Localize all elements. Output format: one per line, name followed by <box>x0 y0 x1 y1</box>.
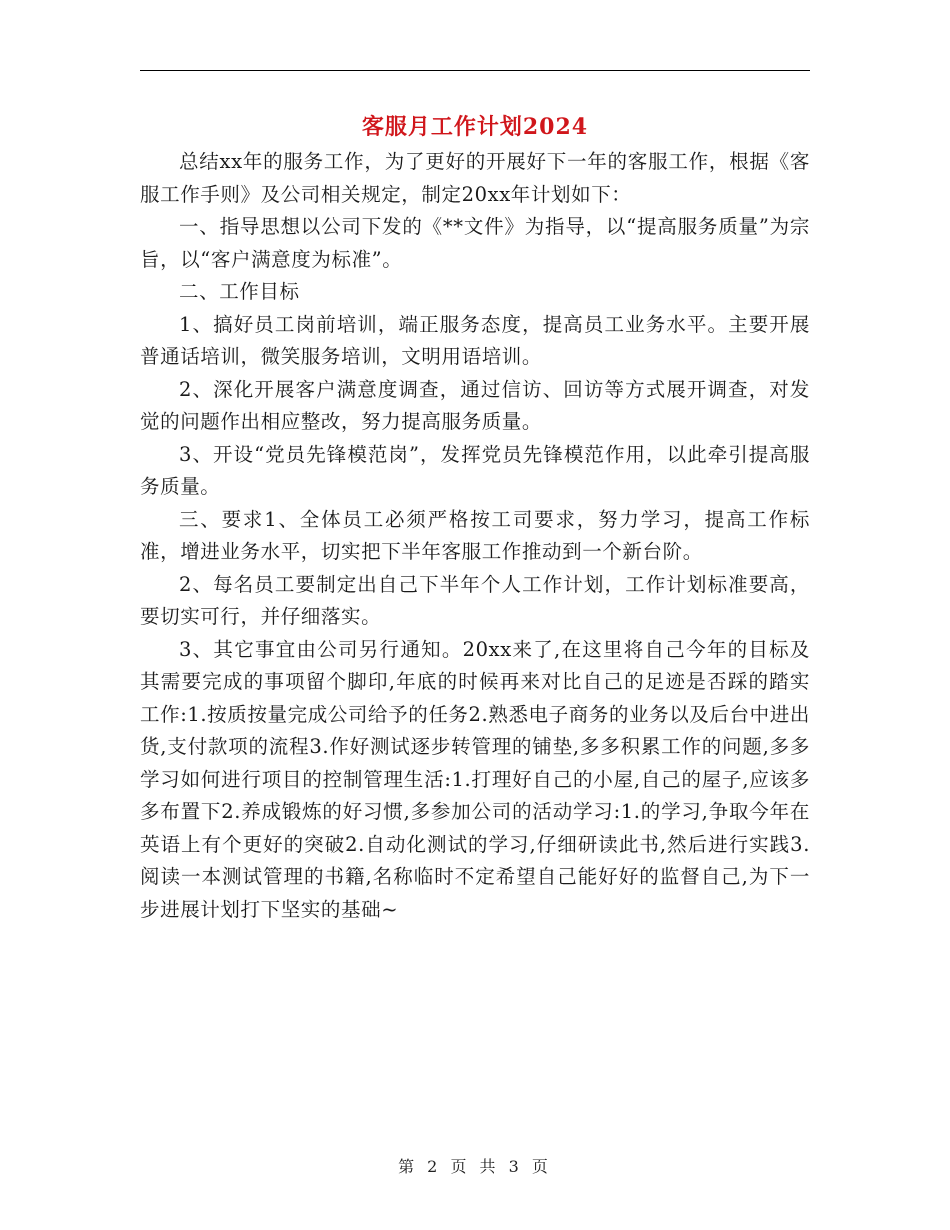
page-number-footer: 第 2 页 共 3 页 <box>398 1157 552 1176</box>
paragraph-intro: 总结xx年的服务工作，为了更好的开展好下一年的客服工作，根据《客服工作手则》及公司相关规定，制定20xx年计划如下： <box>140 150 810 206</box>
paragraph-goal-3: 3、开设“党员先锋模范岗”，发挥党员先锋模范作用，以此牵引提高服务质量。 <box>140 442 810 498</box>
paragraph-requirement-2: 2、每名员工要制定出自己下半年个人工作计划，工作计划标准要高，要切实可行，并仔细落实。 <box>140 572 810 628</box>
document-body <box>140 146 810 926</box>
paragraph-requirement-1: 三、要求1、全体员工必须严格按工司要求，努力学习，提高工作标准，增进业务水平，切实把下半年客服工作推动到一个新台阶。 <box>140 507 810 563</box>
paragraph-guiding-idea: 一、指导思想以公司下发的《**文件》为指导，以“提高服务质量”为宗旨，以“客户满意度为标准”。 <box>140 215 810 271</box>
paragraph-goal-2: 2、深化开展客户满意度调查，通过信访、回访等方式展开调查，对发觉的问题作出相应整改，努力提高服务质量。 <box>140 377 810 433</box>
paragraph-requirement-3: 3、其它事宜由公司另行通知。20xx来了,在这里将自己今年的目标及其需要完成的事项留个脚印,年底的时候再来对比自己的足迹是否踩的踏实工作:1.按质按量完成公司给予的任务2.熟悉电子商务的业务以及后台中进出货,支付款项的流程3.作好测试逐步转管理的铺垫,多多积累工作的问题,多多学习如何进行项目的控制管理生活:1.打理好自己的小屋,自己的屋子,应该多多布置下2.养成锻炼的好习惯,多参加公司的活动学习:1.的学习,争取今年在英语上有个更好的突破2.自动化测试的学习,仔细研读此书,然后进行实践3.阅读一本测试管理的书籍,名称临时不定希望自己能好好的监督自己,为下一步进展计划打下坚实的基础~ <box>140 637 811 921</box>
paragraph-goal-1: 1、搞好员工岗前培训，端正服务态度，提高员工业务水平。主要开展普通话培训，微笑服务培训，文明用语培训。 <box>140 312 810 368</box>
header-rule <box>140 70 810 71</box>
paragraph-goals-heading: 二、工作目标 <box>179 280 300 303</box>
page-title: 客服月工作计划2024 <box>361 114 589 140</box>
